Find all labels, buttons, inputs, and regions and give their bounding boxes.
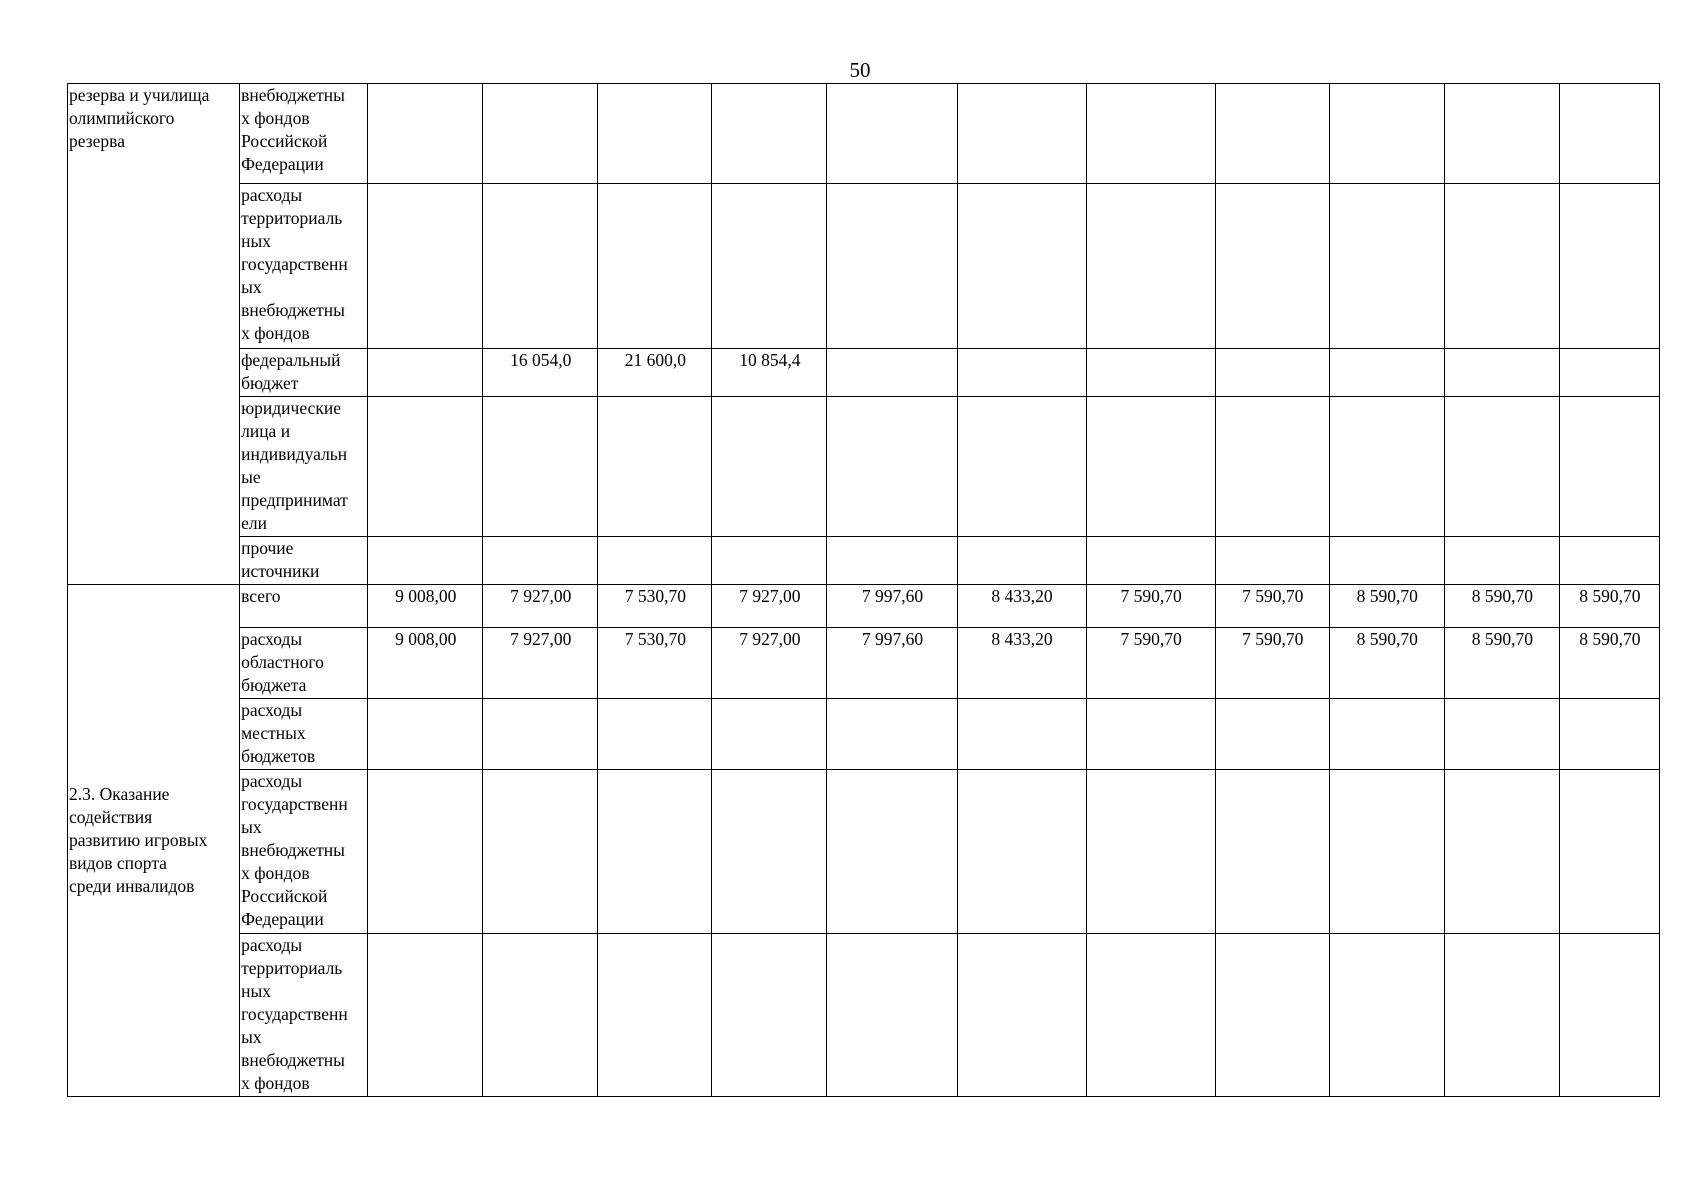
value-cell (483, 397, 598, 537)
value-cell: 8 433,20 (957, 628, 1086, 699)
value-cell (1444, 397, 1559, 537)
table-row (68, 699, 1660, 770)
value-cell (1086, 184, 1215, 349)
value-cell: 7 927,00 (712, 628, 827, 699)
funding-source-cell: расходы областного бюджета (240, 628, 368, 699)
value-cell (368, 699, 483, 770)
value-cell: 9 008,00 (368, 628, 483, 699)
value-cell (1329, 349, 1444, 397)
value-cell (1329, 184, 1444, 349)
budget-table (67, 83, 1660, 1097)
value-cell (368, 397, 483, 537)
program-name-cell: резерва и училища олимпийского резерва (68, 84, 240, 585)
value-cell: 21 600,0 (598, 349, 712, 397)
value-cell (1559, 537, 1659, 585)
value-cell (1329, 397, 1444, 537)
value-cell (827, 934, 957, 1097)
value-cell: 7 590,70 (1215, 585, 1329, 628)
table-row (68, 397, 1660, 537)
value-cell (1215, 699, 1329, 770)
value-cell (827, 349, 957, 397)
value-cell (827, 84, 957, 184)
value-cell (827, 184, 957, 349)
value-cell: 7 927,00 (483, 628, 598, 699)
value-cell: 7 590,70 (1215, 628, 1329, 699)
value-cell (1559, 934, 1659, 1097)
value-cell (1215, 934, 1329, 1097)
value-cell (1444, 184, 1559, 349)
funding-source-cell: расходы территориаль ных государственн ых внебюджетны х фондов (240, 184, 368, 349)
value-cell (1215, 84, 1329, 184)
value-cell (368, 349, 483, 397)
value-cell (483, 537, 598, 585)
program-name-cell: 2.3. Оказание содействия развитию игровых видов спорта среди инвалидов (68, 585, 240, 1097)
value-cell (483, 699, 598, 770)
value-cell (1215, 770, 1329, 934)
value-cell (483, 934, 598, 1097)
value-cell (957, 349, 1086, 397)
value-cell: 7 927,00 (712, 585, 827, 628)
value-cell: 7 530,70 (598, 628, 712, 699)
value-cell (598, 934, 712, 1097)
value-cell (957, 770, 1086, 934)
value-cell (598, 397, 712, 537)
value-cell: 8 590,70 (1559, 585, 1659, 628)
value-cell (598, 699, 712, 770)
value-cell (598, 84, 712, 184)
value-cell (957, 184, 1086, 349)
value-cell (827, 397, 957, 537)
funding-source-cell: прочие источники (240, 537, 368, 585)
value-cell (598, 770, 712, 934)
funding-source-cell: расходы местных бюджетов (240, 699, 368, 770)
value-cell: 7 997,60 (827, 628, 957, 699)
value-cell (1329, 699, 1444, 770)
value-cell (1444, 934, 1559, 1097)
value-cell (598, 537, 712, 585)
value-cell (957, 934, 1086, 1097)
value-cell (712, 699, 827, 770)
value-cell (1086, 699, 1215, 770)
value-cell (1444, 84, 1559, 184)
funding-source-cell: расходы территориаль ных государственн ых внебюджетны х фондов (240, 934, 368, 1097)
funding-source-cell: федеральный бюджет (240, 349, 368, 397)
value-cell (712, 770, 827, 934)
value-cell (1215, 397, 1329, 537)
value-cell: 16 054,0 (483, 349, 598, 397)
value-cell: 7 927,00 (483, 585, 598, 628)
value-cell (957, 537, 1086, 585)
value-cell (1559, 184, 1659, 349)
table-row (68, 184, 1660, 349)
value-cell: 8 433,20 (957, 585, 1086, 628)
value-cell (712, 537, 827, 585)
table-row (68, 84, 1660, 184)
value-cell (1444, 699, 1559, 770)
value-cell (1086, 397, 1215, 537)
value-cell (1215, 349, 1329, 397)
value-cell (712, 934, 827, 1097)
value-cell: 7 530,70 (598, 585, 712, 628)
value-cell (1086, 934, 1215, 1097)
value-cell (712, 397, 827, 537)
value-cell (1559, 349, 1659, 397)
value-cell (368, 84, 483, 184)
value-cell (368, 934, 483, 1097)
value-cell (483, 770, 598, 934)
value-cell: 8 590,70 (1329, 628, 1444, 699)
value-cell (1215, 184, 1329, 349)
value-cell (1329, 537, 1444, 585)
value-cell (483, 84, 598, 184)
value-cell (1559, 770, 1659, 934)
funding-source-cell: внебюджетны х фондов Российской Федерации (240, 84, 368, 184)
value-cell: 7 590,70 (1086, 585, 1215, 628)
value-cell (368, 184, 483, 349)
funding-source-cell: юридические лица и индивидуальн ые предпринимат ели (240, 397, 368, 537)
table-row (68, 934, 1660, 1097)
table-row (68, 537, 1660, 585)
value-cell (1329, 934, 1444, 1097)
value-cell (1559, 397, 1659, 537)
value-cell (1559, 699, 1659, 770)
value-cell: 8 590,70 (1444, 628, 1559, 699)
value-cell (1444, 537, 1559, 585)
value-cell (827, 537, 957, 585)
value-cell: 8 590,70 (1329, 585, 1444, 628)
funding-source-cell: расходы государственн ых внебюджетны х фондов Российской Федерации (240, 770, 368, 934)
table-row (68, 585, 1660, 628)
value-cell (827, 699, 957, 770)
value-cell (1329, 84, 1444, 184)
table-row (68, 349, 1660, 397)
value-cell (957, 699, 1086, 770)
value-cell: 10 854,4 (712, 349, 827, 397)
table-row (68, 628, 1660, 699)
value-cell (1444, 349, 1559, 397)
funding-source-cell: всего (240, 585, 368, 628)
value-cell (957, 84, 1086, 184)
value-cell (1559, 84, 1659, 184)
value-cell (368, 770, 483, 934)
value-cell: 8 590,70 (1444, 585, 1559, 628)
value-cell (1086, 770, 1215, 934)
table-row (68, 770, 1660, 934)
value-cell (368, 537, 483, 585)
value-cell: 8 590,70 (1559, 628, 1659, 699)
value-cell (1086, 84, 1215, 184)
value-cell (598, 184, 712, 349)
value-cell: 7 590,70 (1086, 628, 1215, 699)
value-cell (712, 184, 827, 349)
value-cell (483, 184, 598, 349)
value-cell (957, 397, 1086, 537)
value-cell (712, 84, 827, 184)
page-number: 50 (849, 58, 871, 82)
value-cell (1086, 537, 1215, 585)
value-cell (1329, 770, 1444, 934)
value-cell (1215, 537, 1329, 585)
value-cell: 7 997,60 (827, 585, 957, 628)
value-cell (827, 770, 957, 934)
value-cell (1444, 770, 1559, 934)
value-cell (1086, 349, 1215, 397)
value-cell: 9 008,00 (368, 585, 483, 628)
